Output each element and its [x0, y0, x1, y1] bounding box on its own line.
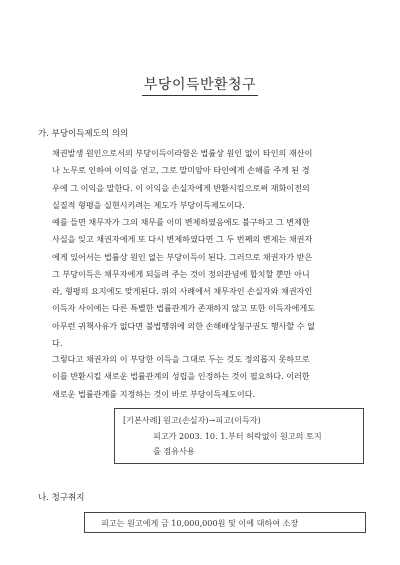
- document-title-text: 부당이득반환청구: [142, 77, 258, 96]
- paragraph-line: 그렇다고 채권자의 이 부당한 이득을 그대로 두는 것도 정의롭지 못하므로: [52, 354, 310, 364]
- paragraph-line: 라, 형평의 요지에도 맞게된다. 위의 사례에서 채무자인 손실자와 채권자인: [52, 286, 313, 297]
- paragraph-line: 아무런 귀책사유가 없다면 불법행위에 의한 손해배상청구권도 행사할 수 없: [52, 320, 315, 331]
- paragraph-line: 에게 있어서는 법률상 원인 없는 부당이득이 된다. 그러므로 채권자가 받은: [52, 251, 313, 262]
- paragraph-line: 실질적 형평을 실현시키려는 제도가 부당이득제도이다.: [52, 199, 245, 210]
- section-heading-significance: 가. 부당이득제도의 의의: [38, 129, 129, 139]
- paragraph-line: 그 부당이득은 채무자에게 되돌려 주는 것이 정의관념에 합치할 뿐만 아니: [52, 268, 310, 279]
- paragraph-line: 우에 그 이익을 말한다. 이 이익을 손실자에게 반환시킴으로써 재화이전의: [52, 182, 310, 193]
- paragraph-conclusion: [52, 351, 364, 403]
- section-heading-claim: 나. 청구취지: [38, 493, 85, 503]
- claim-purpose-text: 피고는 원고에게 금 10,000,000원 및 이에 대하여 소장: [101, 518, 299, 528]
- document-title: [0, 74, 400, 94]
- paragraph-line: 다.: [52, 338, 63, 349]
- example-case-line: 피고가 2003. 10. 1.부터 허락없이 원고의 토지: [153, 430, 322, 441]
- example-case-title: [기본사례] 원고(손실자)→피고(이득자): [123, 415, 261, 425]
- paragraph-line: 예를 들면 채무자가 그의 채무를 이미 변제하였음에도 불구하고 그 변제한: [52, 217, 310, 227]
- paragraph-example: [52, 214, 364, 352]
- paragraph-definition: [52, 145, 364, 214]
- paragraph-line: 사실을 잊고 채권자에게 또 다시 변제하였다면 그 두 번째의 변제는 채권자: [52, 234, 313, 245]
- paragraph-line: 나 노무로 인하여 이익을 얻고, 그로 말미암아 타인에게 손해를 주게 된 경: [52, 165, 310, 176]
- paragraph-line: 이득자 사이에는 다른 특별한 법률관계가 존재하지 않고 또한 이득자에게도: [52, 303, 315, 314]
- paragraph-line: 이를 반환시킬 새로운 법률관계의 성립을 인정하는 것이 필요하다. 이러한: [52, 371, 310, 382]
- paragraph-line: 새로운 법률관계를 지정하는 것이 바로 부당이득제도이다.: [52, 388, 256, 399]
- claim-purpose-box: [84, 512, 366, 533]
- paragraph-line: 채권발생 원인으로서의 부당이득이라함은 법률상 원인 없이 타인의 재산이: [52, 148, 313, 158]
- example-case-box: [114, 408, 364, 464]
- example-case-line: 를 점유사용: [153, 446, 195, 456]
